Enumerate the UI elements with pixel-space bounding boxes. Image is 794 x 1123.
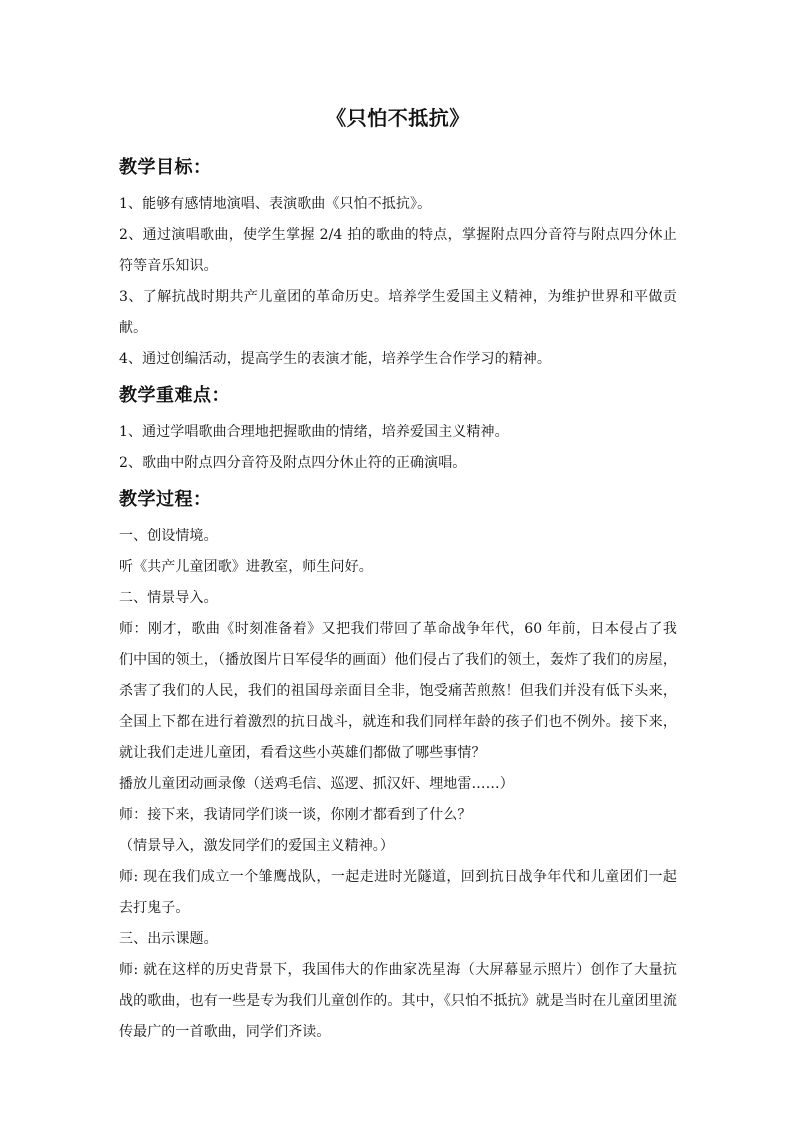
goal-item-1: 1、能够有感情地演唱、表演歌曲《只怕不抵抗》。 bbox=[119, 196, 432, 212]
section-spacer bbox=[119, 375, 677, 382]
process-paragraph: （情景导入，激发同学们的爱国主义精神。） bbox=[119, 838, 394, 854]
process-paragraph: 师：刚才，歌曲《时刻准备着》又把我们带回了革命战争年代，60 年前，日本侵占了我们中国的领土，（播放图片日军侵华的画面）他们侵占了我们的领土，轰炸了我们的房屋，杀害了我们的人民，我们的祖国母亲面目全非，饱受痛苦煎熬！但我们并没有低下头来，全国上下都在进行着激烈的抗日战斗，就连和我们同样年龄的孩子们也不例外。接下来，就让我们走进儿童团，看看这些小英雄们都做了哪些事情？ bbox=[119, 621, 677, 761]
process-step-heading-3: 三、出示课题。 bbox=[119, 931, 218, 947]
section-key-points bbox=[119, 382, 677, 479]
document-content bbox=[119, 104, 677, 1048]
key-point-item-1: 1、通过学唱歌曲合理地把握歌曲的情绪，培养爱国主义精神。 bbox=[119, 424, 509, 440]
section-heading: 教学重难点： bbox=[119, 385, 230, 406]
process-paragraph: 听《共产儿童团歌》进教室，师生问好。 bbox=[119, 559, 373, 575]
section-heading: 教学过程： bbox=[119, 489, 212, 510]
section-teaching-process bbox=[119, 486, 677, 1048]
section-spacer bbox=[119, 479, 677, 486]
goal-item-4: 4、通过创编活动，提高学生的表演才能，培养学生合作学习的精神。 bbox=[119, 351, 552, 367]
process-paragraph: 播放儿童团动画录像（送鸡毛信、巡逻、抓汉奸、埋地雷……） bbox=[119, 776, 514, 792]
goal-item-3: 3、了解抗战时期共产儿童团的革命历史。培养学生爱国主义精神，为维护世界和平做贡献。 bbox=[119, 289, 677, 336]
section-teaching-goals bbox=[119, 154, 677, 375]
document-title: 《只怕不抵抗》 bbox=[326, 106, 470, 130]
process-paragraph: 师：接下来，我请同学们谈一谈，你刚才都看到了什么？ bbox=[119, 807, 472, 823]
process-step-heading-1: 一、创设情境。 bbox=[119, 528, 218, 544]
process-step-heading-2: 二、情景导入。 bbox=[119, 590, 218, 606]
goal-item-2: 2、通过演唱歌曲，使学生掌握 2/4 拍的歌曲的特点，掌握附点四分音符与附点四分休止符等音乐知识。 bbox=[119, 227, 677, 274]
key-point-item-2: 2、歌曲中附点四分音符及附点四分休止符的正确演唱。 bbox=[119, 455, 467, 471]
process-paragraph: 师: 就在这样的历史背景下，我国伟大的作曲家冼星海（大屏幕显示照片）创作了大量抗战的歌曲，也有一些是专为我们儿童创作的。其中，《只怕不抵抗》就是当时在儿童团里流传最广的一首歌曲，同学们齐读。 bbox=[119, 962, 677, 1040]
section-heading: 教学目标： bbox=[119, 157, 212, 178]
process-paragraph: 师: 现在我们成立一个雏鹰战队，一起走进时光隧道，回到抗日战争年代和儿童团们一起去打鬼子。 bbox=[119, 869, 677, 916]
